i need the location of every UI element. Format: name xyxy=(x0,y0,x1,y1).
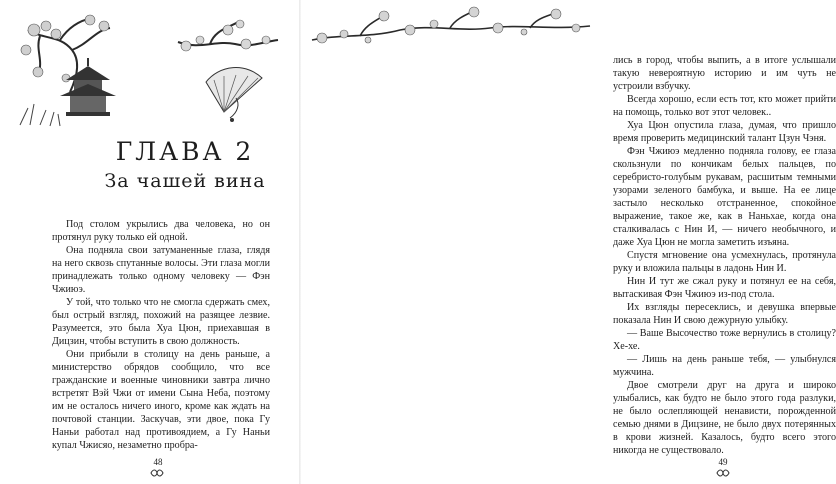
chapter-title: ГЛАВА 2 xyxy=(115,137,255,166)
page-number: 48 xyxy=(153,457,163,467)
paragraph: Спустя мгновение она усмехнулась, протянула руку и вложила пальцы в ладонь Нин И. xyxy=(613,250,836,274)
pagoda-icon xyxy=(60,58,116,116)
flower-ornament-icon xyxy=(150,468,164,478)
paragraph: Нин И тут же сжал руку и потянул ее на себя, вытаскивая Фэн Чжиюэ из-под стола. xyxy=(613,276,836,300)
paragraph: Она подняла свои затуманенные глаза, глядя на него сквозь спутанные волосы. Эти глаза могли принадлежать только одному человеку — Фэн Чжиюэ. xyxy=(52,245,270,295)
paragraph: Фэн Чжиюэ медленно подняла голову, ее глаза скользнули по кончикам белых пальцев, по серебристо-голубым рукавам, расшитым темными узорами зеленого бамбука, и выше. На ее лице застыло несколько отстраненное, спокойное выражение, такое же, как в Наньхае, когда она сталкивалась с Нин И, — ничего необычного, и даже Хуа Цюн не могла заметить изъяна. xyxy=(613,146,836,248)
paragraph: Под столом укрылись два человека, но он протянул руку только ей одной. xyxy=(52,219,270,243)
paragraph: Двое смотрели друг на друга и широко улыбались, как будто не было этого года разлуки, не было ослепляющей ненависти, порожденной семью днями в Дицзине, не было двух потерянных в крови жизней. Казалось, будто всего этого никогда не существовало. xyxy=(613,380,836,456)
paragraph: У той, что только что не смогла сдержать смех, был острый взгляд, похожий на разящее лезвие. Разумеется, это была Хуа Цюн, приехавшая в Дицзин, чтобы вступить в свою должность. xyxy=(52,297,270,347)
paragraph: — Лишь на день раньше тебя, — улыбнулся мужчина. xyxy=(613,354,836,378)
pagoda-blossom-illustration xyxy=(0,0,300,130)
flower-ornament-icon xyxy=(716,468,730,478)
paragraph: Они прибыли в столицу на день раньше, а министерство обрядов сообщило, что все гражданские и военные чиновники завтра лично встретят Вэй Чжи от имени Сына Неба, поэтому им не осталось ничего иного, кроме как ждать на почтовой станции. Заскучав, эти двое, пока Гу Наньи работал над противоядием, а Гу Наньи купал Чжисяо, незаметно пробра- xyxy=(52,349,270,451)
chapter-subtitle: За чашей вина xyxy=(104,170,266,192)
paragraph: Всегда хорошо, если есть тот, кто может прийти на помощь, только вот этот человек.. xyxy=(613,94,836,118)
paragraph: Хуа Цюн опустила глаза, думая, что пришло время проверить медицинский талант Цзун Чэня. xyxy=(613,120,836,144)
paragraph: — Ваше Высочество тоже вернулись в столицу? Хе-хе. xyxy=(613,328,836,352)
right-page xyxy=(300,0,836,484)
fan-icon xyxy=(206,68,262,122)
blossom-branch-illustration xyxy=(300,0,600,56)
right-body-text xyxy=(613,54,836,457)
left-body-text xyxy=(52,218,270,452)
paragraph: Их взгляды пересеклись, и девушка впервые показала Нин И свою дежурную улыбку. xyxy=(613,302,836,326)
page-number: 49 xyxy=(718,457,728,467)
left-page xyxy=(0,0,300,484)
paragraph: лись в город, чтобы выпить, а в итоге услышали такую невероятную историю и им чуть не устроили взбучку. xyxy=(613,55,836,92)
